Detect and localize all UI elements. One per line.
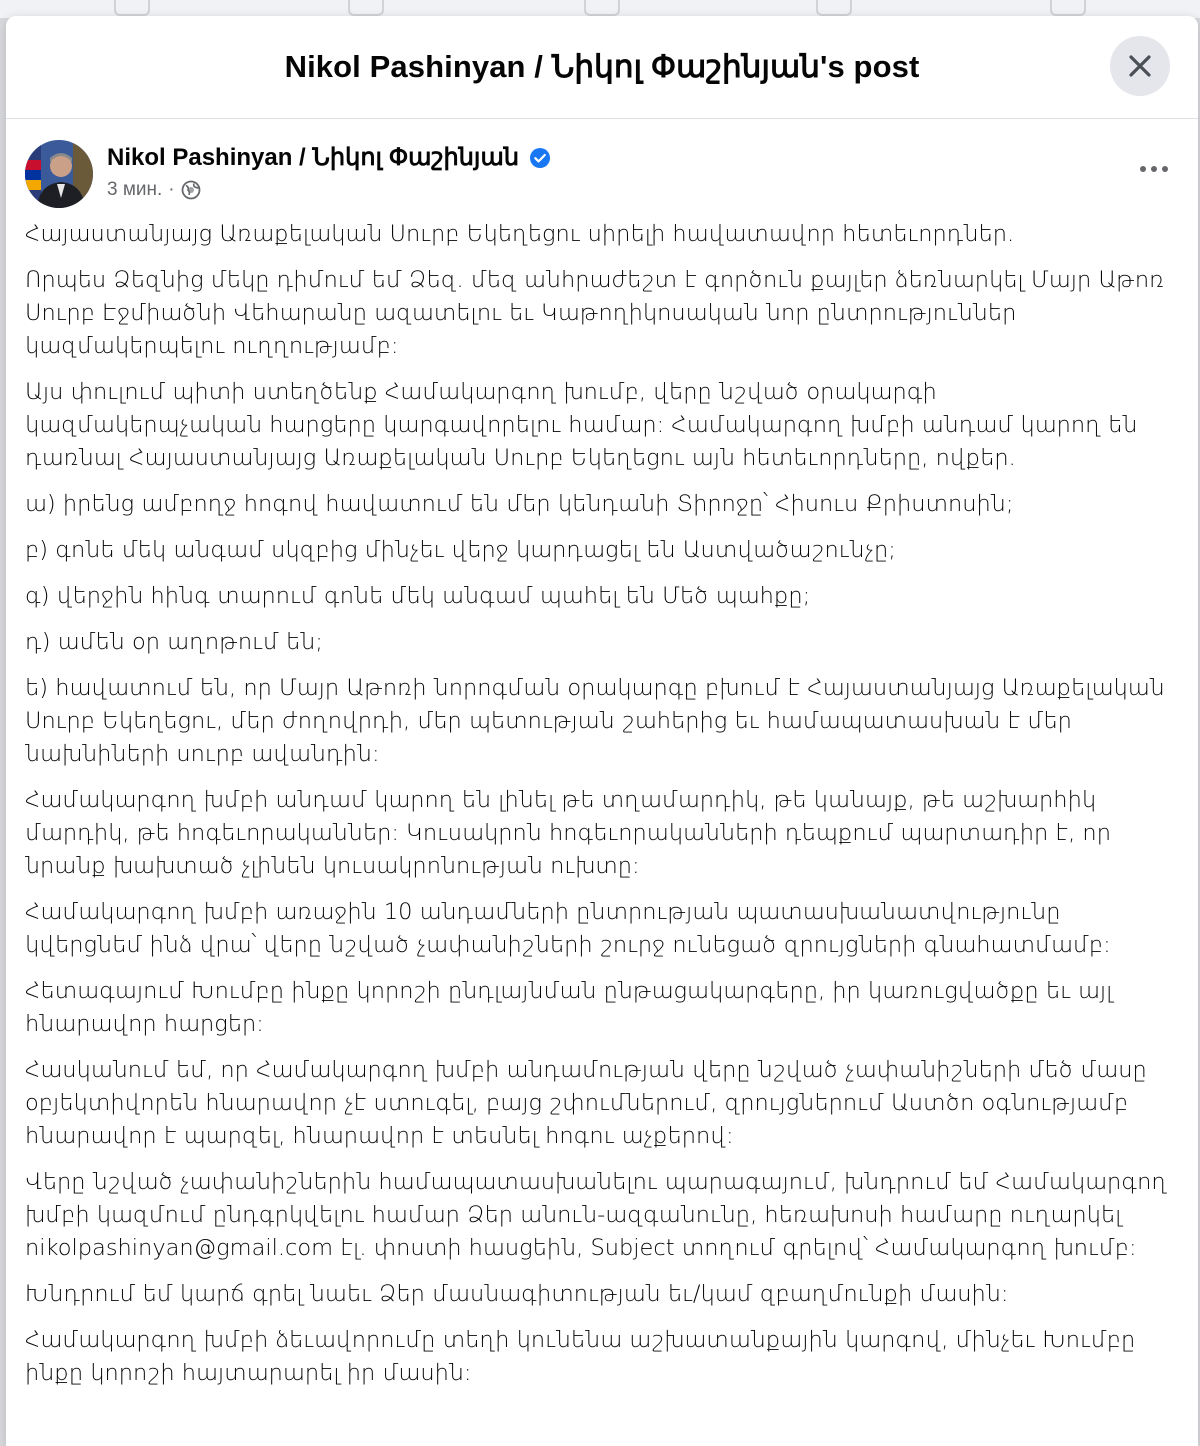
post-timestamp[interactable]: 3 мин. (107, 179, 163, 200)
author-name[interactable] (107, 143, 551, 172)
close-button[interactable] (1110, 36, 1170, 96)
post-meta (107, 179, 201, 201)
video-icon (348, 0, 384, 16)
dialog-title: Nikol Pashinyan / Նիկոլ Փաշինյան's post (284, 49, 920, 84)
post-paragraph: Որպես Ձեզնից մեկը դիմում եմ Ձեզ. մեզ անհրաժեշտ է գործուն քայլեր ձեռնարկել Մայր Աթոռ Սուրբ Էջմիածնի Վեհարանը ազատելու եւ Կաթողիկոսական նոր ընտրություններ կազմակերպելու ուղղությամբ: (25, 267, 1165, 359)
groups-icon (816, 0, 852, 16)
post-paragraph: Խնդրում եմ կարճ գրել նաեւ Ձեր մասնագիտության եւ/կամ զբաղմունքի մասին: (25, 1281, 1009, 1307)
avatar[interactable] (25, 140, 93, 208)
post-paragraph: Հասկանում եմ, որ Համակարգող խմբի անդամության վերը նշված չափանիշների մեծ մասը օբյեկտիվորեն հնարավոր չէ ստուգել, բայց շփումներում, զրույցներում Աստծո օգնությամբ հնարավոր է պարզել, հնարավոր է տեսնել հոգու աչքերով: (25, 1057, 1147, 1149)
post-text (25, 218, 1175, 1403)
post-paragraph: դ) ամեն օր աղոթում են; (25, 629, 323, 655)
post-paragraph: Վերը նշված չափանիշներին համապատասխանելու պարագայում, խնդրում եմ Համակարգող խմբի կազմում ընդգրկվելու համար Ձեր անուն-ազգանունը, հեռախոսի համարը ուղարկել nikolpashinyan@gmail.com էլ. փոստի հասցեին, Subject տողում գրելով՝ Համակարգող խումբ: (25, 1169, 1168, 1261)
post-paragraph: ե) հավատում են, որ Մայր Աթոռի նորոգման օրակարգը բխում է Հայաստանյայց Առաքելական Սուրբ Եկեղեցու, մեր ժողովրդի, մեր պետության շահերից եւ համապատասխան է մեր նախնիների սուրբ ավանդին: (25, 675, 1165, 767)
scrollbar[interactable] (1188, 119, 1198, 1446)
more-dot (1151, 166, 1157, 172)
post-paragraph: Համակարգող խմբի ձեւավորումը տեղի կունենա աշխատանքային կարգով, մինչեւ Խումբը ինքը կորոշի հայտարարել իր մասին: (25, 1327, 1136, 1386)
post-paragraph: Հայաստանյայց Առաքելական Սուրբ Եկեղեցու սիրելի հավատավոր հետեւորդներ. (25, 221, 1015, 247)
post-paragraph: բ) գոնե մեկ անգամ սկզբից մինչեւ վերջ կարդացել են Աստվածաշունչը; (25, 537, 896, 563)
post-paragraph: գ) վերջին հինգ տարում գոնե մեկ անգամ պահել են Մեծ պահքը; (25, 583, 811, 609)
post-paragraph: ա) իրենց ամբողջ հոգով հավատում են մեր կենդանի Տիրոջը՝ Հիսուս Քրիստոսին; (25, 491, 1014, 517)
close-icon (1127, 53, 1153, 79)
post-paragraph: Հետագայում Խումբը ինքը կորոշի ընդլայնման ընթացակարգերը, իր կառուցվածքը եւ այլ հնարավոր հարցեր: (25, 978, 1113, 1037)
home-icon (114, 0, 150, 16)
more-dot (1162, 166, 1168, 172)
marketplace-icon (584, 0, 620, 16)
globe-icon[interactable] (181, 180, 201, 200)
post-paragraph: Համակարգող խմբի առաջին 10 անդամների ընտրության պատասխանատվությունը կվերցնեմ ինձ վրա՝ վերը նշված չափանիշների շուրջ ունեցած զրույցների գնահատմամբ: (25, 899, 1111, 958)
post-paragraph: Համակարգող խմբի անդամ կարող են լինել թե տղամարդիկ, թե կանայք, թե աշխարհիկ մարդիկ, թե հոգեւորականներ: Կուսակրոն հոգեւորականների դեպքում պարտադիր է, որ նրանք խախտած չլինեն կուսակրոնության ուխտը: (25, 787, 1111, 879)
post-header (6, 119, 1198, 211)
author-name-text[interactable]: Nikol Pashinyan / Նիկոլ Փաշինյան (107, 144, 520, 171)
meta-separator: · (168, 179, 175, 200)
gaming-icon (1050, 0, 1086, 16)
more-options-icon (1140, 166, 1146, 172)
verified-badge-icon (529, 147, 551, 169)
post-dialog (6, 16, 1198, 1446)
post-paragraph: Այս փուլում պիտի ստեղծենք Համակարգող խումբ, վերը նշված օրակարգի կազմակերպչական հարցերը կարգավորելու համար: Համակարգող խմբի անդամ կարող են դառնալ Հայաստանյայց Առաքելական Սուրբ Եկեղեցու այն հետեւորդները, ովքեր. (25, 379, 1138, 471)
dialog-header (6, 16, 1198, 119)
more-options-button[interactable] (1136, 157, 1172, 181)
